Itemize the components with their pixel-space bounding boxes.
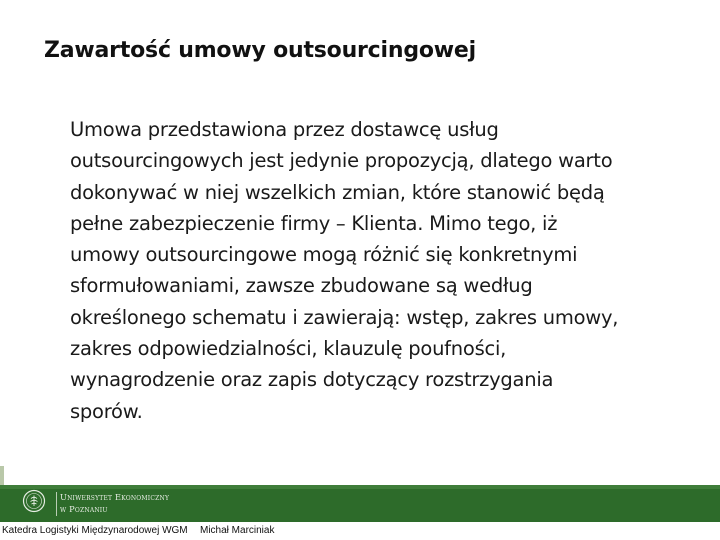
body-line: sformułowaniami, zawsze zbudowane są według	[70, 274, 533, 298]
university-name-line: Uniwersytet Ekonomiczny	[60, 492, 170, 502]
slide-body	[70, 114, 690, 427]
body-line: zakres odpowiedzialności, klauzulę poufności,	[70, 337, 507, 361]
university-name-line: w Poznaniu	[60, 503, 108, 514]
body-line: umowy outsourcingowe mogą różnić się konkretnymi	[70, 243, 578, 267]
body-line: określonego schematu i zawierają: wstęp, zakres umowy,	[70, 305, 619, 329]
university-seal-icon	[22, 489, 46, 513]
slide-title: Zawartość umowy outsourcingowej	[44, 38, 476, 63]
department-label: Katedra Logistyki Międzynarodowej WGM	[2, 525, 188, 536]
body-line: sporów.	[70, 399, 143, 423]
body-line: wynagrodzenie oraz zapis dotyczący rozstrzygania	[70, 368, 554, 392]
author-label: Michał Marciniak	[200, 525, 275, 536]
body-line: Umowa przedstawiona przez dostawcę usług	[70, 118, 499, 141]
university-name	[60, 492, 169, 515]
body-line: pełne zabezpieczenie firmy – Klienta. Mimo tego, iż	[70, 211, 558, 235]
body-line: outsourcingowych jest jedynie propozycją, dlatego warto	[70, 149, 613, 173]
body-line: dokonywać w niej wszelkich zmian, które stanowić będą	[70, 180, 605, 204]
footer-divider	[56, 492, 57, 516]
footer-band-highlight	[0, 485, 720, 489]
